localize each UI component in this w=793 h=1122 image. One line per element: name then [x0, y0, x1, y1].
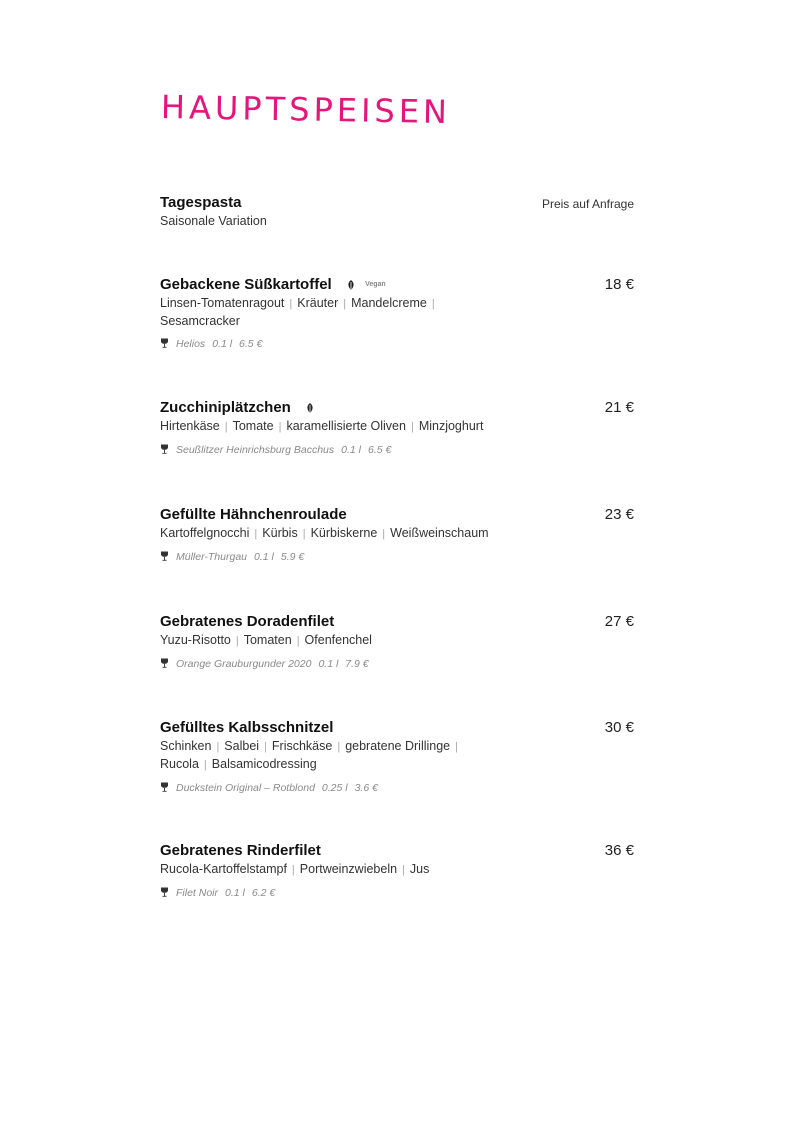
wine-glass-icon [160, 782, 169, 792]
vegan-label: Vegan [365, 281, 386, 289]
menu-item [160, 718, 634, 795]
dish-name: Zucchiniplätzchen [160, 399, 291, 416]
menu-item [160, 275, 634, 351]
leaf-icon [304, 402, 316, 414]
dish-price: 27 € [604, 613, 634, 630]
dish-description: Linsen-Tomatenragout | Kräuter | Mandelcreme | Sesamcracker [160, 296, 435, 329]
dish-name-row [160, 275, 634, 295]
dish-description: Kartoffelgnocchi | Kürbis | Kürbiskerne | Weißweinschaum [160, 526, 489, 540]
wine-glass-icon [160, 551, 169, 561]
wine-pairing: Müller-Thurgau 0.1 l 5.9 € [160, 550, 634, 564]
vegetarian-badge [304, 398, 316, 418]
menu-item [160, 505, 634, 564]
dish-name-row [160, 398, 634, 418]
dish-price: 18 € [604, 276, 634, 293]
wine-pairing: Seußlitzer Heinrichsburg Bacchus 0.1 l 6.5 € [160, 443, 634, 457]
dish-name: Gebackene Süßkartoffel [160, 276, 332, 293]
dish-name: Gebratenes Doradenfilet [160, 613, 335, 630]
wine-pairing: Duckstein Original – Rotblond 0.25 l 3.6 € [160, 781, 634, 795]
dish-description: Hirtenkäse | Tomate | karamellisierte Oliven | Minzjoghurt [160, 419, 484, 434]
dish-description: Rucola-Kartoffelstampf | Portweinzwiebeln | Jus [160, 862, 430, 876]
wine-glass-icon [160, 338, 169, 348]
wine-pairing: Orange Grauburgunder 2020 0.1 l 7.9 € [160, 657, 634, 671]
dish-price: 30 € [604, 719, 634, 736]
wine-glass-icon [160, 658, 169, 668]
dish-description: Schinken | Salbei | Frischkäse | gebratene Drillinge | Rucola | Balsamicodressing [160, 739, 458, 771]
menu-item [160, 841, 634, 900]
leaf-icon [345, 279, 357, 291]
wine-pairing: Helios 0.1 l 6.5 € [160, 337, 634, 351]
wine-glass-icon [160, 887, 169, 897]
dish-price: 23 € [604, 506, 634, 523]
menu-item [160, 398, 634, 457]
wine-pairing: Filet Noir 0.1 l 6.2 € [160, 886, 634, 900]
dish-description: Saisonale Variation [160, 214, 267, 228]
wine-glass-icon [160, 444, 169, 454]
dish-price: Preis auf Anfrage [541, 197, 634, 211]
dish-name: Gebratenes Rinderfilet [160, 842, 321, 859]
dish-price: 21 € [604, 399, 634, 416]
dish-name: Tagespasta [160, 194, 242, 211]
menu-item [160, 612, 634, 671]
dish-price: 36 € [604, 842, 634, 859]
page-title: HAUPTSPEISEN [160, 88, 452, 132]
dish-name: Gefülltes Kalbsschnitzel [160, 719, 334, 736]
dish-name: Gefüllte Hähnchenroulade [160, 506, 347, 523]
menu-item [160, 193, 634, 230]
dish-description: Yuzu-Risotto | Tomaten | Ofenfenchel [160, 633, 372, 647]
vegan-badge [345, 275, 386, 295]
